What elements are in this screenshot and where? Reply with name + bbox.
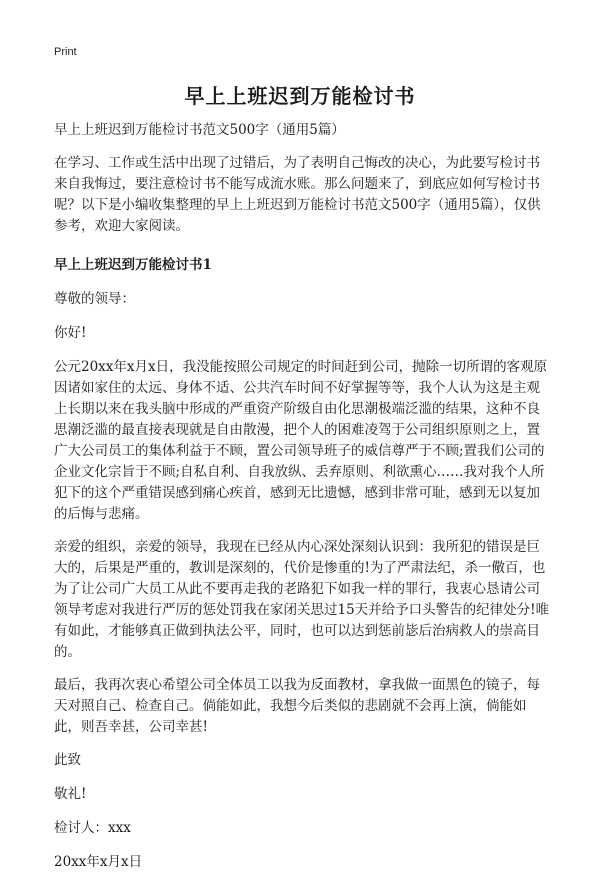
intro-paragraph: 在学习、工作或生活中出现了过错后，为了表明自己悔改的决心，为此要写检讨书来自我悔过，要注意检讨书不能写成流水账。那么问题来了，到底应如何写检讨书呢？以下是小编收集整理的早上上班迟到万能检讨书范文500字（通用5篇），仅供参考，欢迎大家阅读。 bbox=[54, 155, 541, 234]
body-paragraph: 最后，我再次衷心希望公司全体员工以我为反面教材，拿我做一面黑色的镜子，每天对照自己、检查自己。倘能如此，我想今后类似的悲剧就不会再上演，倘能如此，则吾幸甚，公司幸甚! bbox=[54, 677, 540, 735]
document-body bbox=[54, 120, 550, 886]
print-link[interactable]: Print bbox=[54, 46, 77, 58]
body-paragraph: 亲爱的组织，亲爱的领导，我现在已经从内心深处深刻认识到：我所犯的错误是巨大的，后果是严重的，教训是深刻的，代价是惨重的!为了严肃法纪，杀一儆百，也为了让公司广大员工从此不要再走我的老路犯下如我一样的罪行，我衷心恳请公司领导考虑对我进行严厉的惩处罚我在家闭关思过15天并给予口头警告的纪律处分!唯有如此，才能够真正做到执法公平，同时，也可以达到惩前毖后治病救人的崇高目的。 bbox=[54, 539, 550, 660]
date: 20xx年x月x日 bbox=[54, 854, 143, 870]
body-paragraph: 公元20xx年x月x日，我没能按照公司规定的时间赶到公司，抛除一切所谓的客观原因诸如家住的太远、身体不适、公共汽车时间不好掌握等等，我个人认为这是主观上长期以来在我头脑中形成的严重资产阶级自由化思潮极端泛滥的结果，这种不良思潮泛滥的最直接表现就是自由散漫，把个人的困难凌驾于公司组织原则之上，置广大公司员工的集体利益于不顾，置公司领导班子的威信尊严于不顾;置我们公司的企业文化宗旨于不顾;自私自利、自我放纵、丢弃原则、利欲熏心……我对我个人所犯下的这个严重错误感到痛心疾首，感到无比遗憾，感到非常可耻，感到无以复加的后悔与悲痛。 bbox=[54, 359, 548, 522]
document-subtitle: 早上上班迟到万能检讨书范文500字（通用5篇） bbox=[54, 122, 345, 138]
section-heading: 早上上班迟到万能检讨书1 bbox=[54, 257, 212, 273]
signature: 检讨人：xxx bbox=[54, 820, 131, 836]
page-title: 早上上班迟到万能检讨书 bbox=[184, 84, 416, 108]
salutation: 尊敬的领导： bbox=[54, 291, 135, 307]
greeting: 你好! bbox=[54, 325, 87, 341]
closing-salute: 敬礼! bbox=[54, 786, 87, 802]
closing-line: 此致 bbox=[54, 752, 81, 768]
